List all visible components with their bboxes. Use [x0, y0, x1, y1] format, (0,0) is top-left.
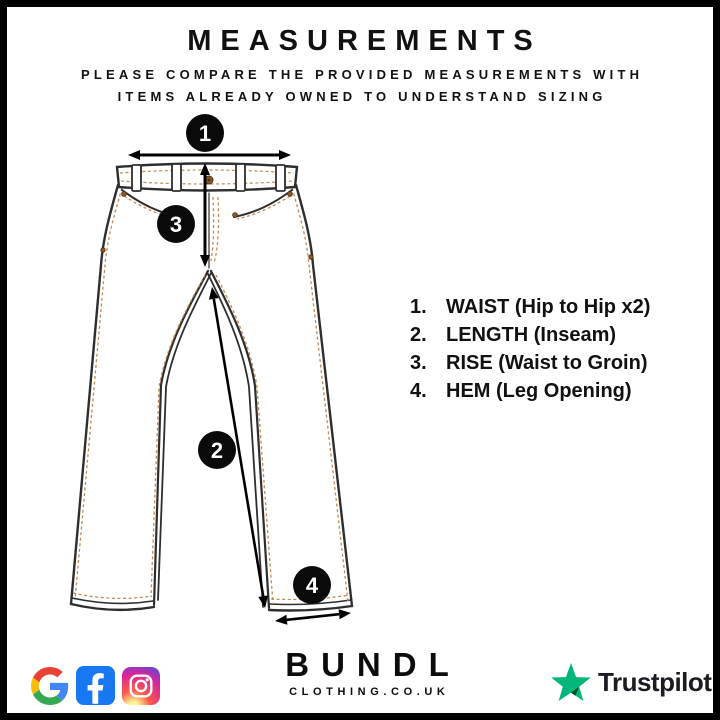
jeans-outline	[71, 185, 352, 611]
legend-item-waist	[410, 296, 710, 324]
instagram-icon[interactable]	[122, 667, 160, 705]
measurement-legend	[410, 296, 710, 408]
legend-item-hem	[410, 380, 710, 408]
marker-3	[157, 205, 195, 243]
marker-2	[198, 431, 236, 469]
legend-number: 4.	[410, 380, 427, 402]
legend-label: HEM (Leg Opening)	[446, 380, 632, 402]
google-icon[interactable]	[31, 667, 69, 705]
marker-3-number: 3	[169, 212, 183, 237]
brand-name: BUNDL	[285, 646, 461, 683]
marker-4	[293, 566, 331, 604]
marker-2-number: 2	[210, 438, 224, 463]
marker-1-number: 1	[198, 121, 212, 146]
marker-4-number: 4	[305, 573, 319, 598]
waist-arrow	[128, 150, 291, 160]
page-title: MEASUREMENTS	[187, 25, 542, 57]
legend-label: RISE (Waist to Groin)	[446, 352, 648, 374]
legend-label: LENGTH (Inseam)	[446, 324, 617, 346]
marker-1	[186, 114, 224, 152]
legend-number: 1.	[410, 296, 427, 318]
trustpilot-logo[interactable]	[551, 663, 711, 701]
subtitle-line-1: PLEASE COMPARE THE PROVIDED MEASUREMENTS WITH	[81, 67, 644, 82]
legend-item-length	[410, 324, 710, 352]
trustpilot-star-icon	[551, 663, 591, 701]
facebook-icon[interactable]	[76, 666, 115, 705]
brand-domain: CLOTHING.CO.UK	[289, 686, 450, 698]
subtitle	[7, 64, 713, 108]
header	[7, 25, 713, 108]
social-icons	[31, 666, 160, 705]
legend-label: WAIST (Hip to Hip x2)	[446, 296, 651, 318]
trustpilot-label: Trustpilot	[598, 666, 712, 697]
legend-number: 2.	[410, 324, 427, 346]
brand-logo	[167, 647, 567, 698]
subtitle-line-2: ITEMS ALREADY OWNED TO UNDERSTAND SIZING	[117, 89, 607, 104]
legend-item-rise	[410, 352, 710, 380]
jeans-pockets	[122, 190, 292, 217]
jeans-diagram	[55, 107, 395, 637]
legend-number: 3.	[410, 352, 427, 374]
